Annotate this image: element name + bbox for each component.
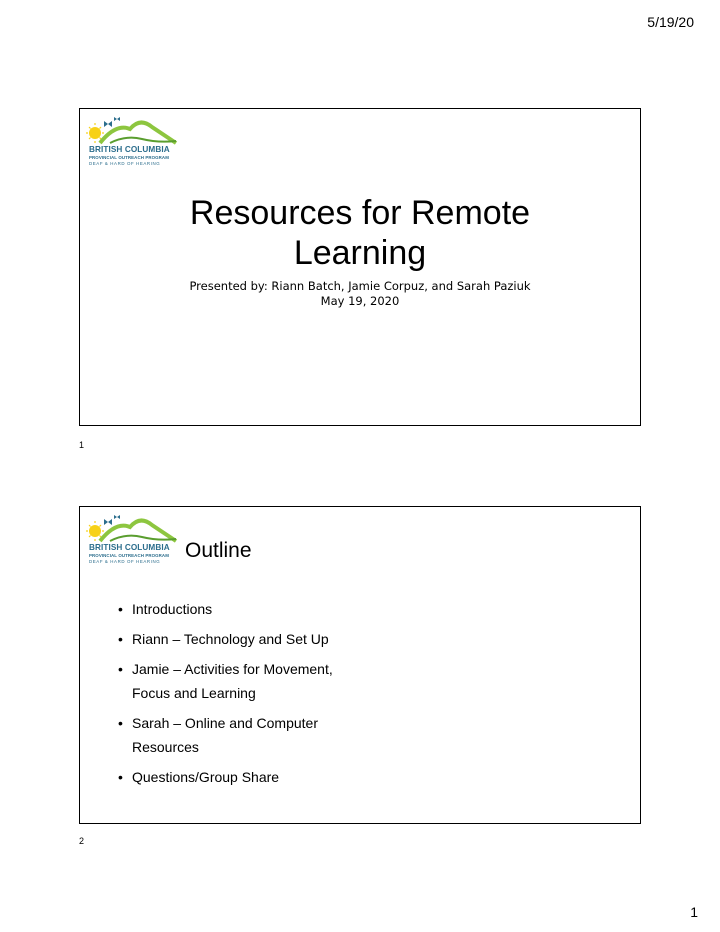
logo-line-3: DEAF & HARD OF HEARING xyxy=(89,161,161,166)
list-item-text: • Introductions xyxy=(132,601,213,617)
presenters-text: Presented by: Riann Batch, Jamie Corpuz, and Sarah Paziuk xyxy=(189,279,531,293)
list-item-text: • Riann – Technology and Set Up xyxy=(132,631,329,647)
logo-line-2: PROVINCIAL OUTREACH PROGRAM xyxy=(89,553,169,558)
list-item xyxy=(118,597,438,621)
logo-line-3: DEAF & HARD OF HEARING xyxy=(89,559,161,564)
list-item xyxy=(118,627,438,651)
list-item-text: • Jamie – Activities for Movement, xyxy=(132,661,333,677)
logo-line-1: BRITISH COLUMBIA xyxy=(89,543,170,552)
slide-1 xyxy=(79,108,641,426)
logo-line-1: BRITISH COLUMBIA xyxy=(89,145,170,154)
list-item xyxy=(118,657,438,705)
bc-outreach-logo xyxy=(86,511,178,575)
mountain-sun-icon xyxy=(86,113,178,147)
slide-1-subtitle xyxy=(80,279,640,309)
slide-1-title-line-2: Learning xyxy=(293,234,427,272)
slide-1-title-line-1: Resources for Remote xyxy=(189,194,531,232)
list-item-text-cont: Focus and Learning xyxy=(132,685,256,701)
list-item-text: • Questions/Group Share xyxy=(132,769,280,785)
page-date: 5/19/20 xyxy=(647,14,694,30)
slide-1-title xyxy=(80,193,640,273)
logo-line-2: PROVINCIAL OUTREACH PROGRAM xyxy=(89,155,169,160)
slide-2 xyxy=(79,506,641,824)
list-item-text-cont: Resources xyxy=(132,739,199,755)
slide-2-title: Outline xyxy=(185,539,252,562)
list-item xyxy=(118,711,438,759)
slide-2-number: 2 xyxy=(79,836,85,846)
page-number: 1 xyxy=(690,904,698,920)
list-item xyxy=(118,765,438,789)
bc-outreach-logo xyxy=(86,113,178,177)
mountain-sun-icon xyxy=(86,511,178,545)
presentation-date: May 19, 2020 xyxy=(320,294,400,308)
outline-list xyxy=(118,597,438,795)
slide-1-number: 1 xyxy=(79,440,85,450)
list-item-text: • Sarah – Online and Computer xyxy=(132,715,318,731)
